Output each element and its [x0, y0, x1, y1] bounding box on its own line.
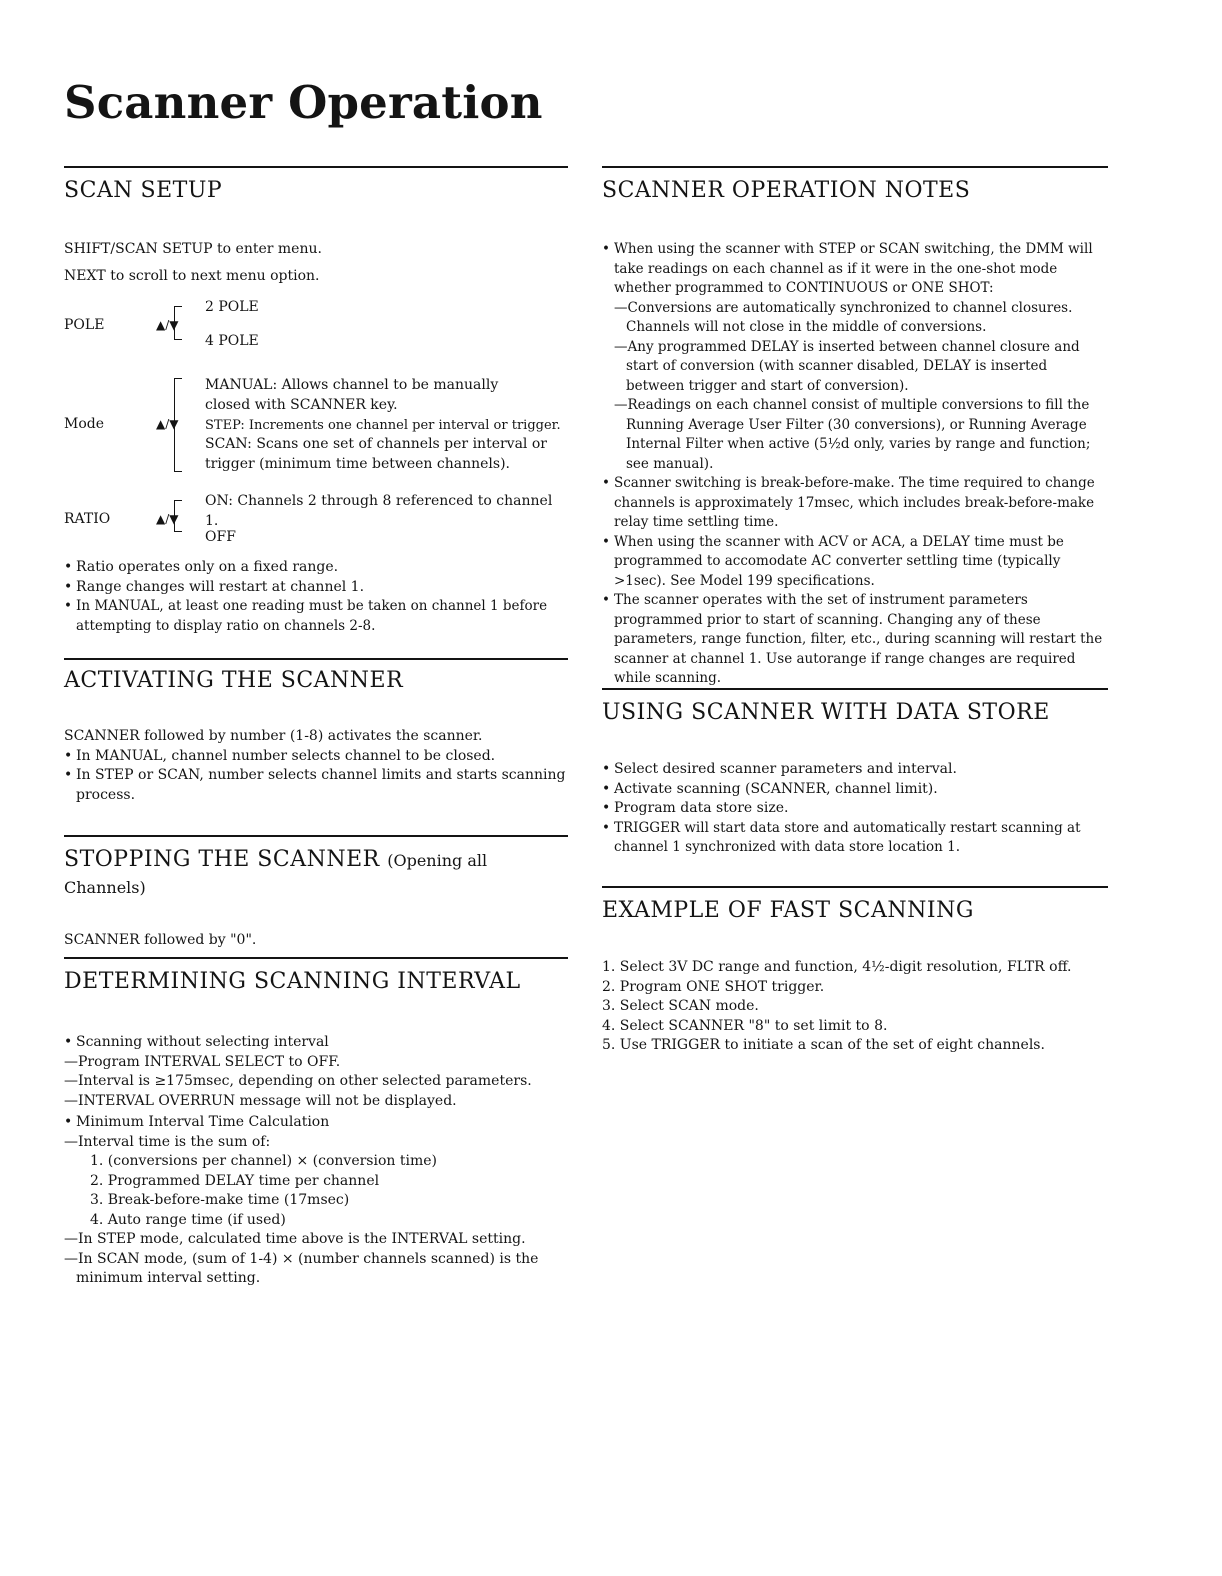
interval-heading: DETERMINING SCANNING INTERVAL — [64, 969, 521, 994]
notes-heading: SCANNER OPERATION NOTES — [602, 178, 971, 203]
ratio-option-off: OFF — [205, 529, 236, 545]
list-item: • Minimum Interval Time Calculation — [64, 1113, 568, 1133]
list-item: • Ratio operates only on a fixed range. — [64, 558, 568, 578]
example-section — [602, 886, 1108, 1056]
list-item: —Interval is ≥175msec, depending on other selected parameters. — [64, 1073, 532, 1089]
list-item: 3. Select SCAN mode. — [602, 998, 759, 1014]
example-steps — [602, 958, 1108, 1056]
list-item: —In STEP mode, calculated time above is the INTERVAL setting. — [64, 1231, 526, 1247]
list-item: • Scanner switching is break-before-make. The time required to change channels is approximately 17msec, which includes break-before-make relay time settling time. — [602, 474, 1108, 533]
list-item: —Conversions are automatically synchronized to channel closures. Channels will not close in the middle of conversions. — [614, 299, 1073, 335]
list-item: • In MANUAL, channel number selects channel to be closed. — [64, 747, 568, 767]
list-item: —In SCAN mode, (sum of 1-4) × (number channels scanned) is the minimum interval setting. — [64, 1250, 539, 1286]
pole-arrows-icon: ▲/▼ — [156, 318, 179, 332]
interval-b1-dashes — [64, 1053, 568, 1112]
left-column — [64, 166, 568, 1289]
activating-heading: ACTIVATING THE SCANNER — [64, 668, 404, 693]
pole-option-2: 2 POLE — [205, 299, 259, 315]
scan-setup-bullets — [64, 558, 568, 636]
list-item: 1. Select 3V DC range and function, 4½-digit resolution, FLTR off. — [602, 959, 1072, 975]
stopping-heading-sub: (Opening all Channels) — [64, 851, 488, 897]
list-item: 3. Break-before-make time (17msec) — [90, 1192, 350, 1208]
stopping-heading-main: STOPPING THE SCANNER — [64, 847, 380, 872]
stopping-text: SCANNER followed by "0". — [64, 932, 257, 948]
stopping-section — [64, 835, 568, 948]
mode-option — [64, 376, 568, 486]
activating-section — [64, 658, 568, 817]
list-item: • When using the scanner with ACV or ACA, a DELAY time must be programmed to accomodate AC converter settling time (typically >1sec). See Model 199 specifications. — [602, 533, 1108, 592]
ratio-option-on: ON: Channels 2 through 8 referenced to channel 1. — [205, 493, 553, 529]
list-item: • Range changes will restart at channel 1. — [64, 578, 568, 598]
right-column — [602, 166, 1108, 1056]
list-item: • TRIGGER will start data store and automatically restart scanning at channel 1 synchronized with data store location 1. — [602, 819, 1108, 858]
pole-option-4: 4 POLE — [205, 333, 259, 349]
list-item: 2. Programmed DELAY time per channel — [90, 1172, 380, 1189]
pole-label: POLE — [64, 317, 105, 333]
list-item: 5. Use TRIGGER to initiate a scan of the set of eight channels. — [602, 1037, 1045, 1053]
activating-bullets — [64, 747, 568, 806]
mode-option-step: STEP: Increments one channel per interval or trigger. — [205, 418, 561, 433]
scan-setup-intro-2: NEXT to scroll to next menu option. — [64, 267, 320, 284]
list-item: —INTERVAL OVERRUN message will not be displayed. — [64, 1092, 457, 1109]
mode-option-manual: MANUAL: Allows channel to be manually closed with SCANNER key. — [205, 377, 499, 413]
ratio-arrows-icon: ▲/▼ — [156, 512, 179, 526]
list-item: • Activate scanning (SCANNER, channel limit). — [602, 780, 1108, 800]
list-item: • Scanning without selecting interval — [64, 1033, 568, 1053]
ratio-label: RATIO — [64, 511, 111, 527]
list-item: 4. Auto range time (if used) — [90, 1211, 286, 1228]
notes-list — [602, 240, 1108, 689]
page-title: Scanner Operation — [64, 76, 543, 129]
list-item: • In MANUAL, at least one reading must be taken on channel 1 before attempting to display ratio on channels 2-8. — [64, 597, 568, 636]
data-store-list — [602, 760, 1108, 858]
list-item: 1. (conversions per channel) × (conversion time) — [90, 1153, 437, 1169]
list-item: —Program INTERVAL SELECT to OFF. — [64, 1053, 341, 1070]
list-item: —Interval time is the sum of: — [64, 1133, 271, 1150]
mode-label: Mode — [64, 416, 105, 432]
interval-sum-items — [64, 1152, 568, 1230]
list-item: • When using the scanner with STEP or SCAN switching, the DMM will take readings on each channel as if it were in the one-shot mode whether programmed to CONTINUOUS or ONE SHOT: — [602, 240, 1108, 299]
stopping-heading — [64, 847, 568, 901]
data-store-section — [602, 688, 1108, 870]
data-store-heading: USING SCANNER WITH DATA STORE — [602, 700, 1050, 725]
mode-option-scan: SCAN: Scans one set of channels per interval or trigger (minimum time between channels). — [205, 436, 547, 472]
activating-intro: SCANNER followed by number (1-8) activates the scanner. — [64, 728, 483, 744]
notes-section — [602, 166, 1108, 686]
list-item: • The scanner operates with the set of instrument parameters programmed prior to start of scanning. Changing any of these parameters, range function, filter, etc., during scanning will restart the scanner at channel 1. Use autorange if range changes are required while scanning. — [602, 591, 1108, 689]
list-item: • Select desired scanner parameters and interval. — [602, 760, 1108, 780]
interval-list — [64, 1033, 568, 1053]
scan-setup-intro-1: SHIFT/SCAN SETUP to enter menu. — [64, 241, 322, 257]
interval-section — [64, 957, 568, 1289]
list-item: —Any programmed DELAY is inserted between channel closure and start of conversion (with scanner disabled, DELAY is inserted between trigger and start of conversion). — [614, 338, 1080, 394]
list-item: —Readings on each channel consist of multiple conversions to fill the Running Average User Filter (30 conversions), or Running Average Internal Filter when active (5½d only, varies by range and function; see manual). — [614, 397, 1091, 472]
ratio-option — [64, 486, 568, 550]
scan-setup-section — [64, 166, 568, 638]
pole-option — [64, 296, 568, 376]
interval-b2-dashes — [64, 1230, 568, 1289]
scan-setup-heading: SCAN SETUP — [64, 178, 223, 203]
interval-list-2 — [64, 1113, 568, 1152]
list-item: 2. Program ONE SHOT trigger. — [602, 978, 825, 995]
example-heading: EXAMPLE OF FAST SCANNING — [602, 898, 974, 923]
list-item: • In STEP or SCAN, number selects channel limits and starts scanning process. — [64, 766, 568, 805]
list-item: • Program data store size. — [602, 799, 1108, 819]
list-item: 4. Select SCANNER "8" to set limit to 8. — [602, 1017, 888, 1034]
mode-arrows-icon: ▲/▼ — [156, 417, 179, 431]
